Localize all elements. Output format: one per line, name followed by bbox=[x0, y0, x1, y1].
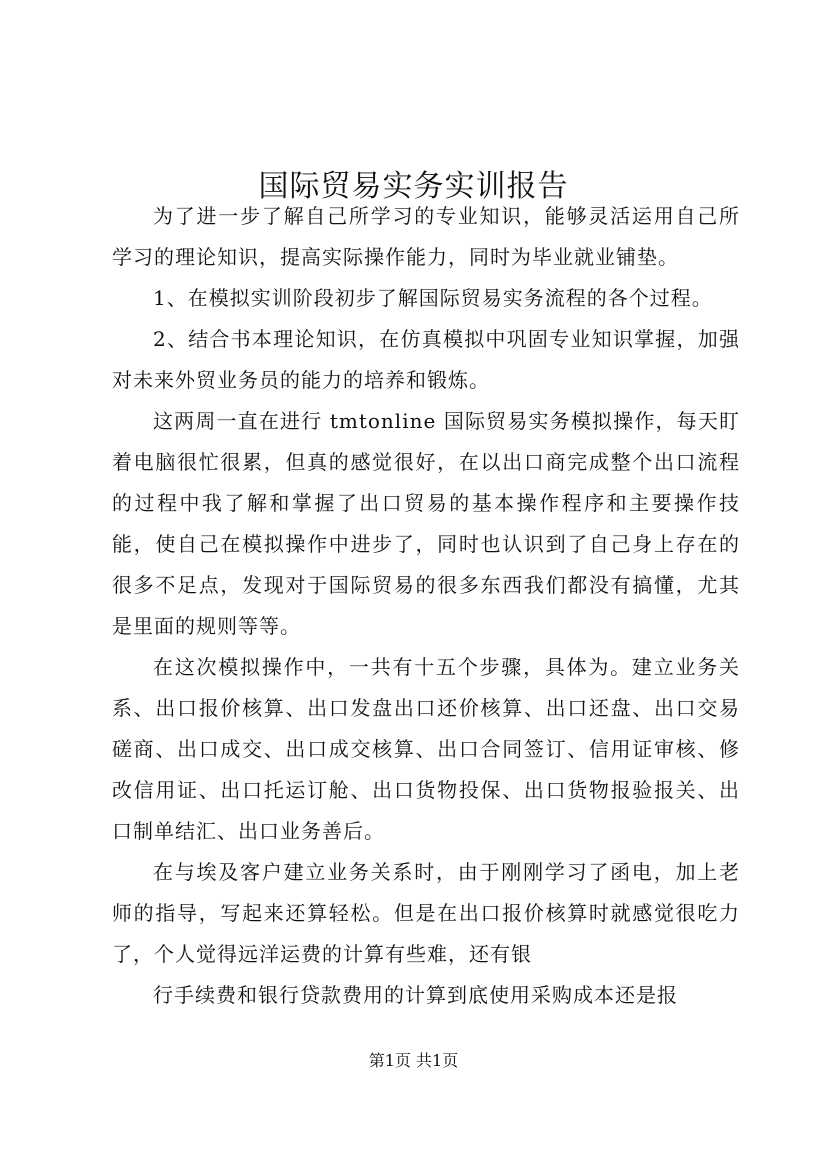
paragraph-continued: 行手续费和银行贷款费用的计算到底使用采购成本还是报 bbox=[153, 983, 678, 1007]
paragraph-steps: 在这次模拟操作中，一共有十五个步骤，具体为。建立业务关系、出口报价核算、出口发盘出口还价核算、出口还盘、出口交易磋商、出口成交、出口成交核算、出口合同签订、信用证审核、修改信用证、出口托运订舱、出口货物投保、出口货物报验报关、出口制单结汇、出口业务善后。 bbox=[112, 655, 740, 843]
paragraph-experience: 这两周一直在进行 tmtonline 国际贸易实务模拟操作，每天盯着电脑很忙很累，但真的感觉很好，在以出口商完成整个出口流程的过程中我了解和掌握了出口贸易的基本操作程序和主要操作技能，使自己在模拟操作中进步了，同时也认识到了自己身上存在的很多不足点，发现对于国际贸易的很多东西我们都没有搞懂，尤其是里面的规则等等。 bbox=[112, 409, 740, 638]
document-title: 国际贸易实务实训报告 bbox=[258, 169, 569, 205]
paragraph-customer: 在与埃及客户建立业务关系时，由于刚刚学习了函电，加上老师的指导，写起来还算轻松。但是在出口报价核算时就感觉很吃力了，个人觉得远洋运费的计算有些难，还有银 bbox=[112, 860, 740, 966]
paragraph-purpose: 为了进一步了解自己所学习的专业知识，能够灵活运用自己所学习的理论知识，提高实际操作能力，同时为毕业就业铺垫。 bbox=[112, 204, 740, 269]
page-number-footer: 第1页 共1页 bbox=[368, 1051, 459, 1070]
paragraph-goal-2: 2、结合书本理论知识，在仿真模拟中巩固专业知识掌握，加强对未来外贸业务员的能力的培养和锻炼。 bbox=[112, 327, 740, 392]
paragraph-goal-1: 1、在模拟实训阶段初步了解国际贸易实务流程的各个过程。 bbox=[153, 286, 713, 310]
document-body bbox=[112, 196, 740, 1016]
